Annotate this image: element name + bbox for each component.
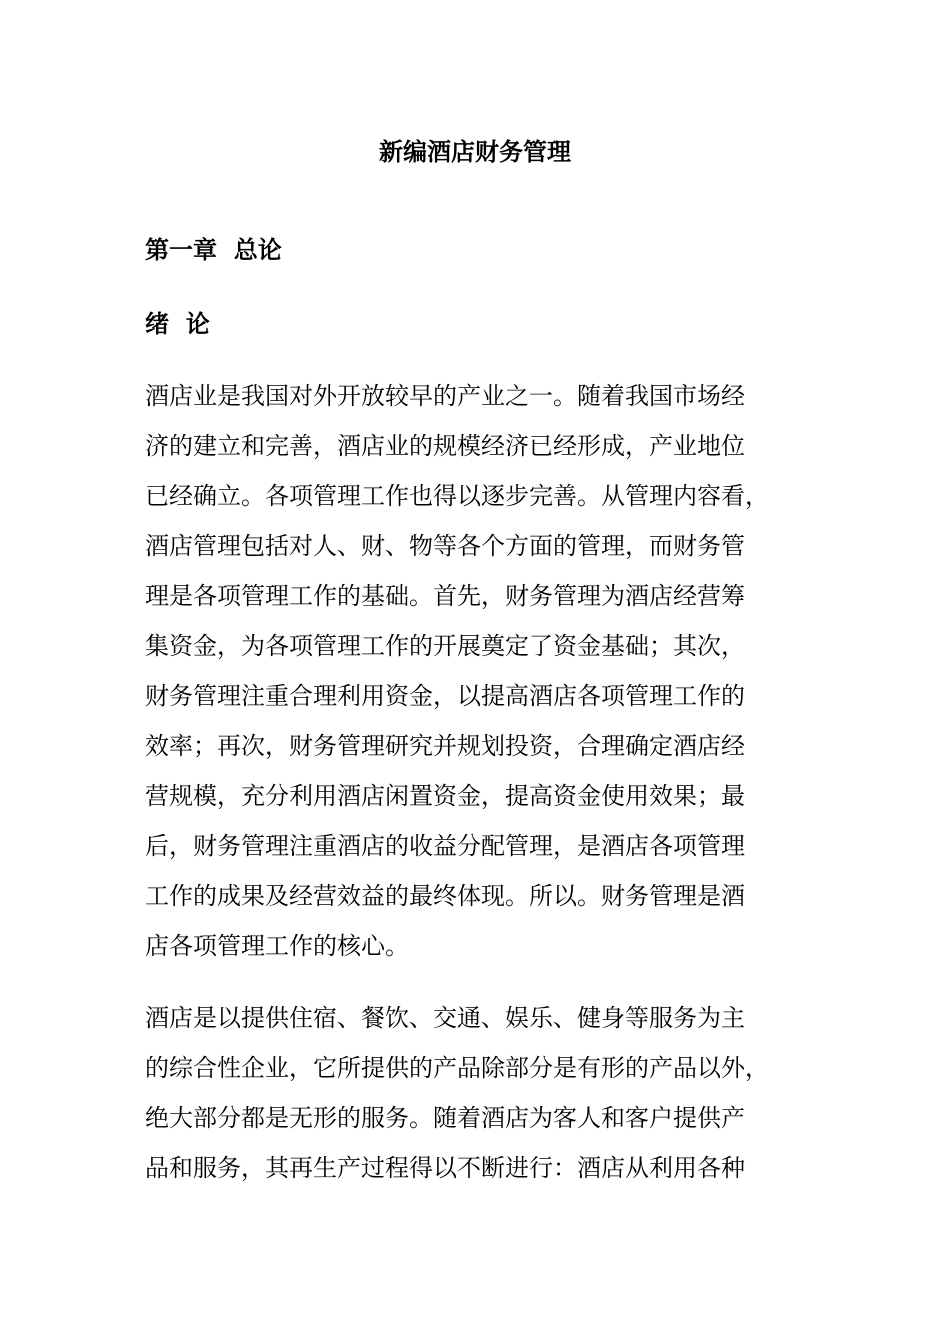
paragraph-line: 营规模，充分利用酒店闲置资金，提高资金使用效果；最 bbox=[145, 782, 745, 810]
paragraph-line: 已经确立。各项管理工作也得以逐步完善。从管理内容看， bbox=[145, 482, 769, 510]
paragraph-line: 集资金，为各项管理工作的开展奠定了资金基础；其次， bbox=[145, 632, 745, 660]
paragraph-line: 的综合性企业，它所提供的产品除部分是有形的产品以外， bbox=[145, 1054, 769, 1082]
paragraph-line: 酒店业是我国对外开放较早的产业之一。随着我国市场经 bbox=[145, 382, 745, 410]
paragraph-line: 酒店是以提供住宿、餐饮、交通、娱乐、健身等服务为主 bbox=[145, 1004, 745, 1032]
paragraph-line: 酒店管理包括对人、财、物等各个方面的管理，而财务管 bbox=[145, 532, 745, 560]
paragraph-line: 效率；再次，财务管理研究并规划投资，合理确定酒店经 bbox=[145, 732, 745, 760]
paragraph-line: 理是各项管理工作的基础。首先，财务管理为酒店经营筹 bbox=[145, 582, 745, 610]
paragraph-line: 绝大部分都是无形的服务。随着酒店为客人和客户提供产 bbox=[145, 1104, 745, 1132]
chapter-title: 第一章 总论 bbox=[145, 235, 282, 264]
paragraph-line: 财务管理注重合理利用资金，以提高酒店各项管理工作的 bbox=[145, 682, 745, 710]
section-title: 绪 论 bbox=[145, 309, 210, 338]
paragraph-line: 品和服务，其再生产过程得以不断进行：酒店从利用各种 bbox=[145, 1154, 745, 1182]
paragraph-line: 后，财务管理注重酒店的收益分配管理，是酒店各项管理 bbox=[145, 832, 745, 860]
paragraph-2 bbox=[145, 993, 805, 1193]
paragraph-line: 店各项管理工作的核心。 bbox=[145, 932, 409, 960]
paragraph-line: 济的建立和完善，酒店业的规模经济已经形成，产业地位 bbox=[145, 432, 745, 460]
document-title: 新编酒店财务管理 bbox=[379, 137, 571, 166]
paragraph-line: 工作的成果及经营效益的最终体现。所以。财务管理是酒 bbox=[145, 882, 745, 910]
paragraph-1 bbox=[145, 371, 805, 971]
